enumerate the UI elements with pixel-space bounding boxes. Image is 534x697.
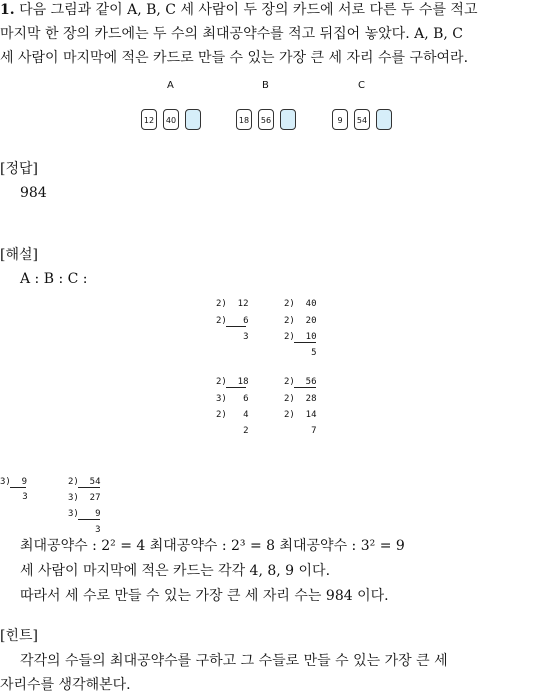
card-a-hidden <box>185 109 201 130</box>
question-line-1 <box>0 0 534 22</box>
card-a-1: 12 <box>141 109 157 130</box>
card-c-hidden <box>376 109 392 130</box>
question-number: 1. <box>0 2 15 18</box>
card-a-2: 40 <box>163 109 179 130</box>
card-b-1: 18 <box>236 109 252 130</box>
person-label-a: A <box>167 80 174 91</box>
card-b-hidden <box>280 109 296 130</box>
question-text-1: 다음 그림과 같이 A, B, C 세 사람이 두 장의 카드에 서로 다른 두 수를 적고 <box>19 2 478 18</box>
person-label-b: B <box>262 80 269 91</box>
question-line-3: 세 사람이 마지막에 적은 카드로 만들 수 있는 가장 큰 세 자리 수를 구하여라. <box>0 50 469 66</box>
explanation-line-2: 세 사람이 마지막에 적은 카드는 각각 4, 8, 9 이다. <box>20 563 331 579</box>
gcd-summary: 최대공약수 : 2² = 4 최대공약수 : 2³ = 8 최대공약수 : 3² = 9 <box>20 538 405 554</box>
answer-value: 984 <box>20 185 47 201</box>
person-label-c: C <box>358 80 365 91</box>
card-c-1: 9 <box>332 109 348 130</box>
answer-heading: [정답] <box>0 161 38 177</box>
hint-heading: [힌트] <box>0 628 38 644</box>
card-c-2: 54 <box>354 109 370 130</box>
question-line-2: 마지막 한 장의 카드에는 두 수의 최대공약수를 적고 뒤집어 놓았다. A, B, C <box>0 26 464 42</box>
explanation-intro: A : B : C : <box>20 271 88 287</box>
explanation-heading: [해설] <box>0 247 38 263</box>
hint-line-1: 각각의 수들의 최대공약수를 구하고 그 수들로 만들 수 있는 가장 큰 세 <box>20 653 448 669</box>
explanation-line-3: 따라서 세 수로 만들 수 있는 가장 큰 세 자리 수는 984 이다. <box>20 588 389 604</box>
hint-line-2: 자리수를 생각해본다. <box>0 677 131 693</box>
card-b-2: 56 <box>258 109 274 130</box>
